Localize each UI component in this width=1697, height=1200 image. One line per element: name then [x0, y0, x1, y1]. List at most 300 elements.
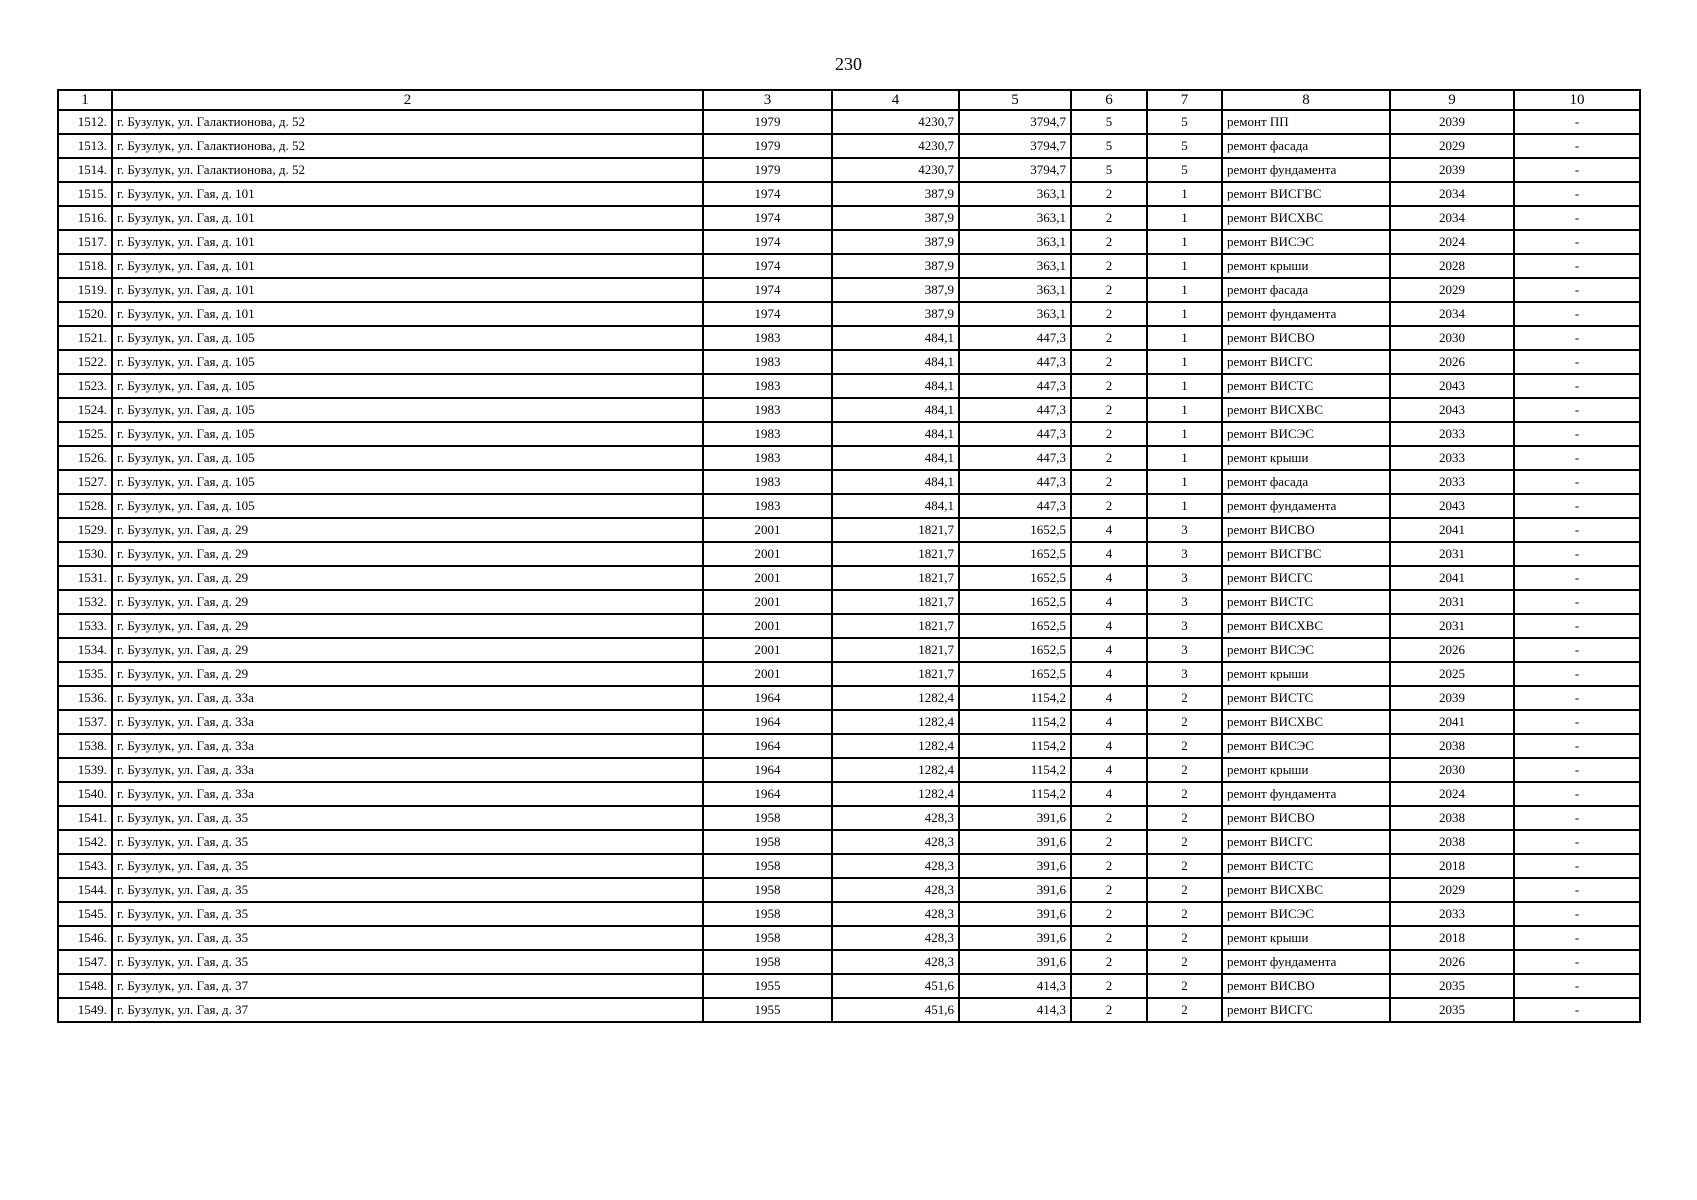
total-area-cell: 428,3 — [832, 926, 959, 950]
note-cell: - — [1514, 350, 1640, 374]
build-year-cell: 1964 — [703, 758, 832, 782]
floors-cell: 4 — [1071, 758, 1147, 782]
work-type-cell: ремонт крыши — [1222, 662, 1390, 686]
table-row — [58, 998, 1640, 1022]
table-row — [58, 494, 1640, 518]
entrances-cell: 2 — [1147, 710, 1222, 734]
build-year-cell: 1958 — [703, 830, 832, 854]
row-number-cell: 1540. — [58, 782, 112, 806]
plan-year-cell: 2041 — [1390, 518, 1514, 542]
living-area-cell: 1154,2 — [959, 782, 1071, 806]
table-row — [58, 566, 1640, 590]
entrances-cell: 2 — [1147, 806, 1222, 830]
build-year-cell: 1955 — [703, 998, 832, 1022]
table-row — [58, 278, 1640, 302]
total-area-cell: 484,1 — [832, 494, 959, 518]
row-number-cell: 1546. — [58, 926, 112, 950]
floors-cell: 2 — [1071, 830, 1147, 854]
floors-cell: 2 — [1071, 902, 1147, 926]
note-cell: - — [1514, 734, 1640, 758]
entrances-cell: 1 — [1147, 182, 1222, 206]
work-type-cell: ремонт фасада — [1222, 470, 1390, 494]
build-year-cell: 1983 — [703, 398, 832, 422]
address-cell: г. Бузулук, ул. Гая, д. 105 — [112, 422, 703, 446]
floors-cell: 2 — [1071, 470, 1147, 494]
living-area-cell: 363,1 — [959, 254, 1071, 278]
living-area-cell: 363,1 — [959, 206, 1071, 230]
living-area-cell: 363,1 — [959, 302, 1071, 326]
row-number-cell: 1521. — [58, 326, 112, 350]
note-cell: - — [1514, 758, 1640, 782]
plan-year-cell: 2033 — [1390, 902, 1514, 926]
build-year-cell: 1964 — [703, 710, 832, 734]
table-row — [58, 902, 1640, 926]
living-area-cell: 1652,5 — [959, 614, 1071, 638]
row-number-cell: 1530. — [58, 542, 112, 566]
build-year-cell: 1974 — [703, 182, 832, 206]
entrances-cell: 1 — [1147, 398, 1222, 422]
column-header: 4 — [832, 90, 959, 110]
column-header: 10 — [1514, 90, 1640, 110]
table-row — [58, 374, 1640, 398]
floors-cell: 2 — [1071, 398, 1147, 422]
entrances-cell: 3 — [1147, 590, 1222, 614]
table-row — [58, 806, 1640, 830]
build-year-cell: 1983 — [703, 494, 832, 518]
living-area-cell: 363,1 — [959, 230, 1071, 254]
floors-cell: 2 — [1071, 302, 1147, 326]
total-area-cell: 484,1 — [832, 422, 959, 446]
floors-cell: 5 — [1071, 134, 1147, 158]
living-area-cell: 391,6 — [959, 830, 1071, 854]
row-number-cell: 1516. — [58, 206, 112, 230]
living-area-cell: 1652,5 — [959, 542, 1071, 566]
entrances-cell: 1 — [1147, 470, 1222, 494]
total-area-cell: 484,1 — [832, 350, 959, 374]
table-row — [58, 206, 1640, 230]
note-cell: - — [1514, 614, 1640, 638]
note-cell: - — [1514, 854, 1640, 878]
row-number-cell: 1536. — [58, 686, 112, 710]
plan-year-cell: 2043 — [1390, 398, 1514, 422]
floors-cell: 2 — [1071, 254, 1147, 278]
build-year-cell: 2001 — [703, 614, 832, 638]
row-number-cell: 1529. — [58, 518, 112, 542]
address-cell: г. Бузулук, ул. Гая, д. 35 — [112, 878, 703, 902]
address-cell: г. Бузулук, ул. Гая, д. 29 — [112, 542, 703, 566]
build-year-cell: 1974 — [703, 206, 832, 230]
address-cell: г. Бузулук, ул. Гая, д. 33а — [112, 710, 703, 734]
entrances-cell: 2 — [1147, 926, 1222, 950]
row-number-cell: 1541. — [58, 806, 112, 830]
table-row — [58, 662, 1640, 686]
column-header: 1 — [58, 90, 112, 110]
floors-cell: 4 — [1071, 662, 1147, 686]
plan-year-cell: 2028 — [1390, 254, 1514, 278]
total-area-cell: 484,1 — [832, 374, 959, 398]
build-year-cell: 1979 — [703, 158, 832, 182]
table-row — [58, 326, 1640, 350]
row-number-cell: 1517. — [58, 230, 112, 254]
living-area-cell: 1652,5 — [959, 662, 1071, 686]
build-year-cell: 1974 — [703, 254, 832, 278]
build-year-cell: 1958 — [703, 950, 832, 974]
total-area-cell: 451,6 — [832, 974, 959, 998]
table-row — [58, 926, 1640, 950]
entrances-cell: 1 — [1147, 254, 1222, 278]
address-cell: г. Бузулук, ул. Гая, д. 37 — [112, 998, 703, 1022]
living-area-cell: 1652,5 — [959, 518, 1071, 542]
column-header: 2 — [112, 90, 703, 110]
total-area-cell: 484,1 — [832, 398, 959, 422]
living-area-cell: 363,1 — [959, 278, 1071, 302]
row-number-cell: 1545. — [58, 902, 112, 926]
floors-cell: 4 — [1071, 590, 1147, 614]
build-year-cell: 1958 — [703, 902, 832, 926]
work-type-cell: ремонт фундамента — [1222, 950, 1390, 974]
note-cell: - — [1514, 278, 1640, 302]
living-area-cell: 391,6 — [959, 902, 1071, 926]
total-area-cell: 1821,7 — [832, 518, 959, 542]
floors-cell: 2 — [1071, 446, 1147, 470]
entrances-cell: 2 — [1147, 902, 1222, 926]
table-row — [58, 782, 1640, 806]
address-cell: г. Бузулук, ул. Гая, д. 33а — [112, 758, 703, 782]
floors-cell: 5 — [1071, 158, 1147, 182]
table-row — [58, 470, 1640, 494]
living-area-cell: 391,6 — [959, 854, 1071, 878]
table-row — [58, 302, 1640, 326]
table-row — [58, 710, 1640, 734]
address-cell: г. Бузулук, ул. Галактионова, д. 52 — [112, 158, 703, 182]
note-cell: - — [1514, 710, 1640, 734]
total-area-cell: 451,6 — [832, 998, 959, 1022]
table-row — [58, 878, 1640, 902]
living-area-cell: 414,3 — [959, 998, 1071, 1022]
entrances-cell: 1 — [1147, 302, 1222, 326]
column-header: 7 — [1147, 90, 1222, 110]
address-cell: г. Бузулук, ул. Гая, д. 35 — [112, 902, 703, 926]
note-cell: - — [1514, 230, 1640, 254]
floors-cell: 2 — [1071, 494, 1147, 518]
note-cell: - — [1514, 926, 1640, 950]
build-year-cell: 1983 — [703, 446, 832, 470]
work-type-cell: ремонт крыши — [1222, 446, 1390, 470]
floors-cell: 4 — [1071, 566, 1147, 590]
work-type-cell: ремонт ВИСЭС — [1222, 422, 1390, 446]
entrances-cell: 1 — [1147, 446, 1222, 470]
plan-year-cell: 2038 — [1390, 830, 1514, 854]
address-cell: г. Бузулук, ул. Гая, д. 105 — [112, 398, 703, 422]
address-cell: г. Бузулук, ул. Гая, д. 29 — [112, 638, 703, 662]
note-cell: - — [1514, 422, 1640, 446]
column-header: 8 — [1222, 90, 1390, 110]
total-area-cell: 428,3 — [832, 854, 959, 878]
address-cell: г. Бузулук, ул. Гая, д. 29 — [112, 566, 703, 590]
total-area-cell: 1821,7 — [832, 638, 959, 662]
work-type-cell: ремонт ВИСВО — [1222, 518, 1390, 542]
note-cell: - — [1514, 254, 1640, 278]
address-cell: г. Бузулук, ул. Гая, д. 37 — [112, 974, 703, 998]
build-year-cell: 2001 — [703, 638, 832, 662]
work-type-cell: ремонт ВИСЭС — [1222, 734, 1390, 758]
work-type-cell: ремонт фасада — [1222, 134, 1390, 158]
total-area-cell: 387,9 — [832, 182, 959, 206]
living-area-cell: 447,3 — [959, 350, 1071, 374]
entrances-cell: 2 — [1147, 950, 1222, 974]
living-area-cell: 391,6 — [959, 806, 1071, 830]
address-cell: г. Бузулук, ул. Гая, д. 105 — [112, 446, 703, 470]
note-cell: - — [1514, 182, 1640, 206]
row-number-cell: 1527. — [58, 470, 112, 494]
entrances-cell: 2 — [1147, 878, 1222, 902]
total-area-cell: 428,3 — [832, 950, 959, 974]
address-cell: г. Бузулук, ул. Гая, д. 101 — [112, 182, 703, 206]
build-year-cell: 1964 — [703, 686, 832, 710]
work-type-cell: ремонт фундамента — [1222, 494, 1390, 518]
entrances-cell: 3 — [1147, 662, 1222, 686]
entrances-cell: 2 — [1147, 734, 1222, 758]
work-type-cell: ремонт ВИСХВС — [1222, 398, 1390, 422]
living-area-cell: 391,6 — [959, 878, 1071, 902]
table-row — [58, 950, 1640, 974]
entrances-cell: 1 — [1147, 350, 1222, 374]
address-cell: г. Бузулук, ул. Гая, д. 35 — [112, 950, 703, 974]
address-cell: г. Бузулук, ул. Гая, д. 101 — [112, 206, 703, 230]
plan-year-cell: 2031 — [1390, 542, 1514, 566]
living-area-cell: 391,6 — [959, 950, 1071, 974]
table-row — [58, 854, 1640, 878]
total-area-cell: 428,3 — [832, 902, 959, 926]
work-type-cell: ремонт крыши — [1222, 926, 1390, 950]
work-type-cell: ремонт фундамента — [1222, 782, 1390, 806]
floors-cell: 2 — [1071, 206, 1147, 230]
work-type-cell: ремонт ВИСГС — [1222, 830, 1390, 854]
total-area-cell: 428,3 — [832, 830, 959, 854]
address-cell: г. Бузулук, ул. Гая, д. 105 — [112, 494, 703, 518]
plan-year-cell: 2033 — [1390, 470, 1514, 494]
living-area-cell: 1652,5 — [959, 638, 1071, 662]
work-type-cell: ремонт ВИСХВС — [1222, 206, 1390, 230]
note-cell: - — [1514, 398, 1640, 422]
living-area-cell: 447,3 — [959, 446, 1071, 470]
address-cell: г. Бузулук, ул. Гая, д. 29 — [112, 590, 703, 614]
living-area-cell: 3794,7 — [959, 110, 1071, 134]
entrances-cell: 3 — [1147, 614, 1222, 638]
note-cell: - — [1514, 950, 1640, 974]
column-header: 9 — [1390, 90, 1514, 110]
floors-cell: 2 — [1071, 974, 1147, 998]
build-year-cell: 1983 — [703, 422, 832, 446]
work-type-cell: ремонт ВИСТС — [1222, 854, 1390, 878]
work-type-cell: ремонт ВИСЭС — [1222, 902, 1390, 926]
entrances-cell: 3 — [1147, 542, 1222, 566]
row-number-cell: 1532. — [58, 590, 112, 614]
column-header: 5 — [959, 90, 1071, 110]
work-type-cell: ремонт ВИСВО — [1222, 806, 1390, 830]
plan-year-cell: 2026 — [1390, 638, 1514, 662]
floors-cell: 5 — [1071, 110, 1147, 134]
total-area-cell: 387,9 — [832, 230, 959, 254]
note-cell: - — [1514, 806, 1640, 830]
living-area-cell: 1652,5 — [959, 590, 1071, 614]
row-number-cell: 1539. — [58, 758, 112, 782]
entrances-cell: 1 — [1147, 278, 1222, 302]
address-cell: г. Бузулук, ул. Гая, д. 33а — [112, 686, 703, 710]
plan-year-cell: 2026 — [1390, 950, 1514, 974]
plan-year-cell: 2025 — [1390, 662, 1514, 686]
note-cell: - — [1514, 446, 1640, 470]
build-year-cell: 1974 — [703, 278, 832, 302]
total-area-cell: 1282,4 — [832, 758, 959, 782]
plan-year-cell: 2018 — [1390, 854, 1514, 878]
note-cell: - — [1514, 902, 1640, 926]
note-cell: - — [1514, 494, 1640, 518]
row-number-cell: 1548. — [58, 974, 112, 998]
plan-year-cell: 2039 — [1390, 158, 1514, 182]
work-type-cell: ремонт фундамента — [1222, 158, 1390, 182]
address-cell: г. Бузулук, ул. Гая, д. 33а — [112, 734, 703, 758]
address-cell: г. Бузулук, ул. Гая, д. 35 — [112, 854, 703, 878]
build-year-cell: 1958 — [703, 854, 832, 878]
build-year-cell: 1958 — [703, 878, 832, 902]
plan-year-cell: 2043 — [1390, 374, 1514, 398]
note-cell: - — [1514, 590, 1640, 614]
table-row — [58, 230, 1640, 254]
total-area-cell: 1282,4 — [832, 710, 959, 734]
capital-repair-table — [57, 89, 1641, 1023]
row-number-cell: 1523. — [58, 374, 112, 398]
row-number-cell: 1547. — [58, 950, 112, 974]
row-number-cell: 1531. — [58, 566, 112, 590]
table-row — [58, 254, 1640, 278]
table-row — [58, 830, 1640, 854]
living-area-cell: 447,3 — [959, 398, 1071, 422]
floors-cell: 4 — [1071, 782, 1147, 806]
note-cell: - — [1514, 662, 1640, 686]
note-cell: - — [1514, 158, 1640, 182]
build-year-cell: 1983 — [703, 326, 832, 350]
address-cell: г. Бузулук, ул. Гая, д. 101 — [112, 278, 703, 302]
row-number-cell: 1528. — [58, 494, 112, 518]
total-area-cell: 4230,7 — [832, 158, 959, 182]
table-row — [58, 158, 1640, 182]
address-cell: г. Бузулук, ул. Гая, д. 29 — [112, 662, 703, 686]
plan-year-cell: 2030 — [1390, 758, 1514, 782]
entrances-cell: 5 — [1147, 110, 1222, 134]
floors-cell: 2 — [1071, 950, 1147, 974]
work-type-cell: ремонт ВИСТС — [1222, 374, 1390, 398]
work-type-cell: ремонт крыши — [1222, 758, 1390, 782]
build-year-cell: 1979 — [703, 134, 832, 158]
address-cell: г. Бузулук, ул. Гая, д. 101 — [112, 254, 703, 278]
row-number-cell: 1534. — [58, 638, 112, 662]
work-type-cell: ремонт ВИСГВС — [1222, 182, 1390, 206]
work-type-cell: ремонт ВИСВО — [1222, 326, 1390, 350]
entrances-cell: 2 — [1147, 830, 1222, 854]
living-area-cell: 3794,7 — [959, 134, 1071, 158]
total-area-cell: 428,3 — [832, 806, 959, 830]
total-area-cell: 1282,4 — [832, 734, 959, 758]
page-number: 230 — [835, 54, 862, 74]
floors-cell: 2 — [1071, 854, 1147, 878]
build-year-cell: 2001 — [703, 566, 832, 590]
table-row — [58, 542, 1640, 566]
total-area-cell: 428,3 — [832, 878, 959, 902]
plan-year-cell: 2031 — [1390, 590, 1514, 614]
plan-year-cell: 2024 — [1390, 782, 1514, 806]
note-cell: - — [1514, 134, 1640, 158]
table-row — [58, 422, 1640, 446]
build-year-cell: 1964 — [703, 782, 832, 806]
living-area-cell: 447,3 — [959, 470, 1071, 494]
address-cell: г. Бузулук, ул. Гая, д. 105 — [112, 470, 703, 494]
floors-cell: 4 — [1071, 686, 1147, 710]
row-number-cell: 1526. — [58, 446, 112, 470]
address-cell: г. Бузулук, ул. Гая, д. 105 — [112, 350, 703, 374]
work-type-cell: ремонт ВИСЭС — [1222, 230, 1390, 254]
row-number-cell: 1520. — [58, 302, 112, 326]
floors-cell: 2 — [1071, 998, 1147, 1022]
note-cell: - — [1514, 686, 1640, 710]
note-cell: - — [1514, 878, 1640, 902]
entrances-cell: 2 — [1147, 782, 1222, 806]
note-cell: - — [1514, 566, 1640, 590]
row-number-cell: 1543. — [58, 854, 112, 878]
entrances-cell: 2 — [1147, 974, 1222, 998]
row-number-cell: 1525. — [58, 422, 112, 446]
floors-cell: 2 — [1071, 806, 1147, 830]
entrances-cell: 1 — [1147, 206, 1222, 230]
plan-year-cell: 2041 — [1390, 566, 1514, 590]
total-area-cell: 1282,4 — [832, 686, 959, 710]
row-number-cell: 1514. — [58, 158, 112, 182]
address-cell: г. Бузулук, ул. Гая, д. 101 — [112, 230, 703, 254]
note-cell: - — [1514, 326, 1640, 350]
build-year-cell: 1958 — [703, 806, 832, 830]
total-area-cell: 1821,7 — [832, 542, 959, 566]
total-area-cell: 387,9 — [832, 206, 959, 230]
entrances-cell: 2 — [1147, 998, 1222, 1022]
build-year-cell: 2001 — [703, 518, 832, 542]
living-area-cell: 447,3 — [959, 374, 1071, 398]
floors-cell: 4 — [1071, 614, 1147, 638]
address-cell: г. Бузулук, ул. Гая, д. 101 — [112, 302, 703, 326]
plan-year-cell: 2033 — [1390, 446, 1514, 470]
address-cell: г. Бузулук, ул. Гая, д. 29 — [112, 518, 703, 542]
total-area-cell: 1821,7 — [832, 614, 959, 638]
entrances-cell: 2 — [1147, 758, 1222, 782]
total-area-cell: 1282,4 — [832, 782, 959, 806]
total-area-cell: 387,9 — [832, 254, 959, 278]
plan-year-cell: 2034 — [1390, 182, 1514, 206]
table-row — [58, 758, 1640, 782]
note-cell: - — [1514, 206, 1640, 230]
row-number-cell: 1512. — [58, 110, 112, 134]
living-area-cell: 447,3 — [959, 494, 1071, 518]
floors-cell: 4 — [1071, 638, 1147, 662]
build-year-cell: 2001 — [703, 542, 832, 566]
living-area-cell: 3794,7 — [959, 158, 1071, 182]
plan-year-cell: 2031 — [1390, 614, 1514, 638]
table-row — [58, 446, 1640, 470]
header-row — [58, 90, 1640, 110]
living-area-cell: 363,1 — [959, 182, 1071, 206]
total-area-cell: 484,1 — [832, 470, 959, 494]
build-year-cell: 1983 — [703, 470, 832, 494]
table-row — [58, 614, 1640, 638]
floors-cell: 2 — [1071, 878, 1147, 902]
